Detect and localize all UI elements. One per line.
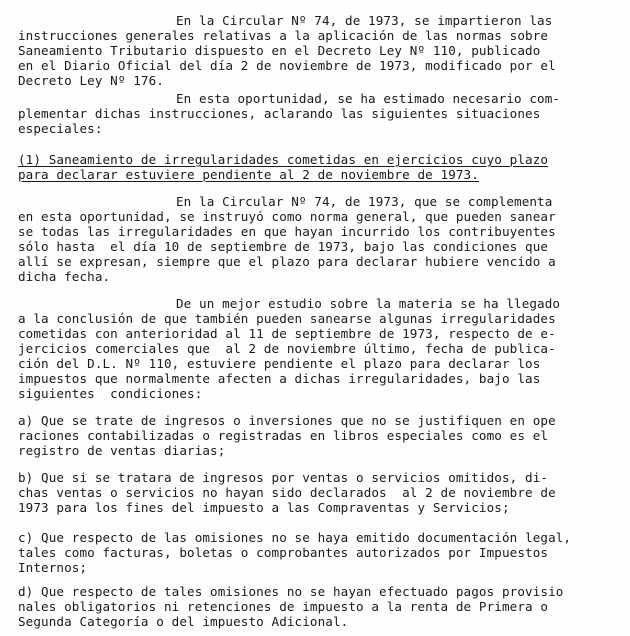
item-b-line-1: b) Que si se tratara de ingresos por ventas o servicios omitidos, di- xyxy=(18,470,549,485)
item-d-line-3: Segunda Categoría o del impuesto Adicional. xyxy=(18,614,349,629)
para2-line-1: En esta oportunidad, se ha estimado necesario com- xyxy=(176,91,561,106)
item-b-line-2: chas ventas o servicios no hayan sido declarados al 2 de noviembre de xyxy=(18,485,556,500)
item-a-line-2: raciones contabilizadas o registradas en libros especiales como es el xyxy=(18,428,549,443)
para4-line-6: impuestos que normalmente afecten a dichas irregularidades, bajo las xyxy=(18,371,541,386)
para4-line-3: cometidas con anterioridad al 11 de septiembre de 1973, respecto de e- xyxy=(18,326,556,341)
para3-line-5: allí se expresan, siempre que el plazo para declarar hubiere vencido a xyxy=(18,254,556,269)
para4-line-5: ción del D.L. Nº 110, estuviere pendiente el plazo para declarar los xyxy=(18,356,541,371)
intro-line-3: Saneamiento Tributario dispuesto en el Decreto Ley Nº 110, publicado xyxy=(18,43,541,58)
item-d-line-2: nales obligatorios ni retenciones de impuesto a la renta de Primera o xyxy=(18,599,549,614)
item-c-line-3: Internos; xyxy=(18,560,88,575)
para2-line-3: especiales: xyxy=(18,121,103,136)
para4-line-4: jercicios comerciales que al 2 de noviembre último, fecha de publica- xyxy=(18,341,556,356)
item-a-line-3: registro de ventas diarias; xyxy=(18,443,226,458)
item-d-line-1: d) Que respecto de tales omisiones no se hayan efectuado pagos provisio xyxy=(18,584,564,599)
item-b-line-3: 1973 para los fines del impuesto a las Compraventas y Servicios; xyxy=(18,500,510,515)
section-heading-line-1: (1) Saneamiento de irregularidades cometidas en ejercicios cuyo plazo xyxy=(18,152,549,167)
intro-line-4: en el Diario Oficial del día 2 de noviembre de 1973, modificado por el xyxy=(18,58,556,73)
intro-line-5: Decreto Ley Nº 176. xyxy=(18,73,164,88)
para4-line-1: De un mejor estudio sobre la materia se ha llegado xyxy=(176,296,561,311)
para3-line-3: se todas las irregularidades en que hayan incurrido los contribuyentes xyxy=(18,224,556,239)
para4-line-7: siguientes condiciones: xyxy=(18,386,203,401)
intro-line-2: instrucciones generales relativas a la aplicación de las normas sobre xyxy=(18,28,549,43)
item-c-line-1: c) Que respecto de las omisiones no se haya emitido documentación legal, xyxy=(18,530,572,545)
section-heading-line-2: para declarar estuviere pendiente al 2 de noviembre de 1973. xyxy=(18,167,479,182)
para3-line-4: sólo hasta el día 10 de septiembre de 1973, bajo las condiciones que xyxy=(18,239,549,254)
para4-line-2: a la conclusión de que también pueden sanearse algunas irregularidades xyxy=(18,311,556,326)
intro-line-1: En la Circular Nº 74, de 1973, se impartieron las xyxy=(176,13,553,28)
item-c-line-2: tales como facturas, boletas o comprobantes autorizados por Impuestos xyxy=(18,545,549,560)
para3-line-1: En la Circular Nº 74, de 1973, que se complementa xyxy=(176,194,553,209)
para3-line-2: en esta oportunidad, se instruyó como norma general, que pueden sanear xyxy=(18,209,556,224)
para3-line-6: dicha fecha. xyxy=(18,269,111,284)
para2-line-2: plementar dichas instrucciones, aclarando las siguientes situaciones xyxy=(18,106,541,121)
item-a-line-1: a) Que se trate de ingresos o inversiones que no se justifiquen en ope xyxy=(18,413,556,428)
